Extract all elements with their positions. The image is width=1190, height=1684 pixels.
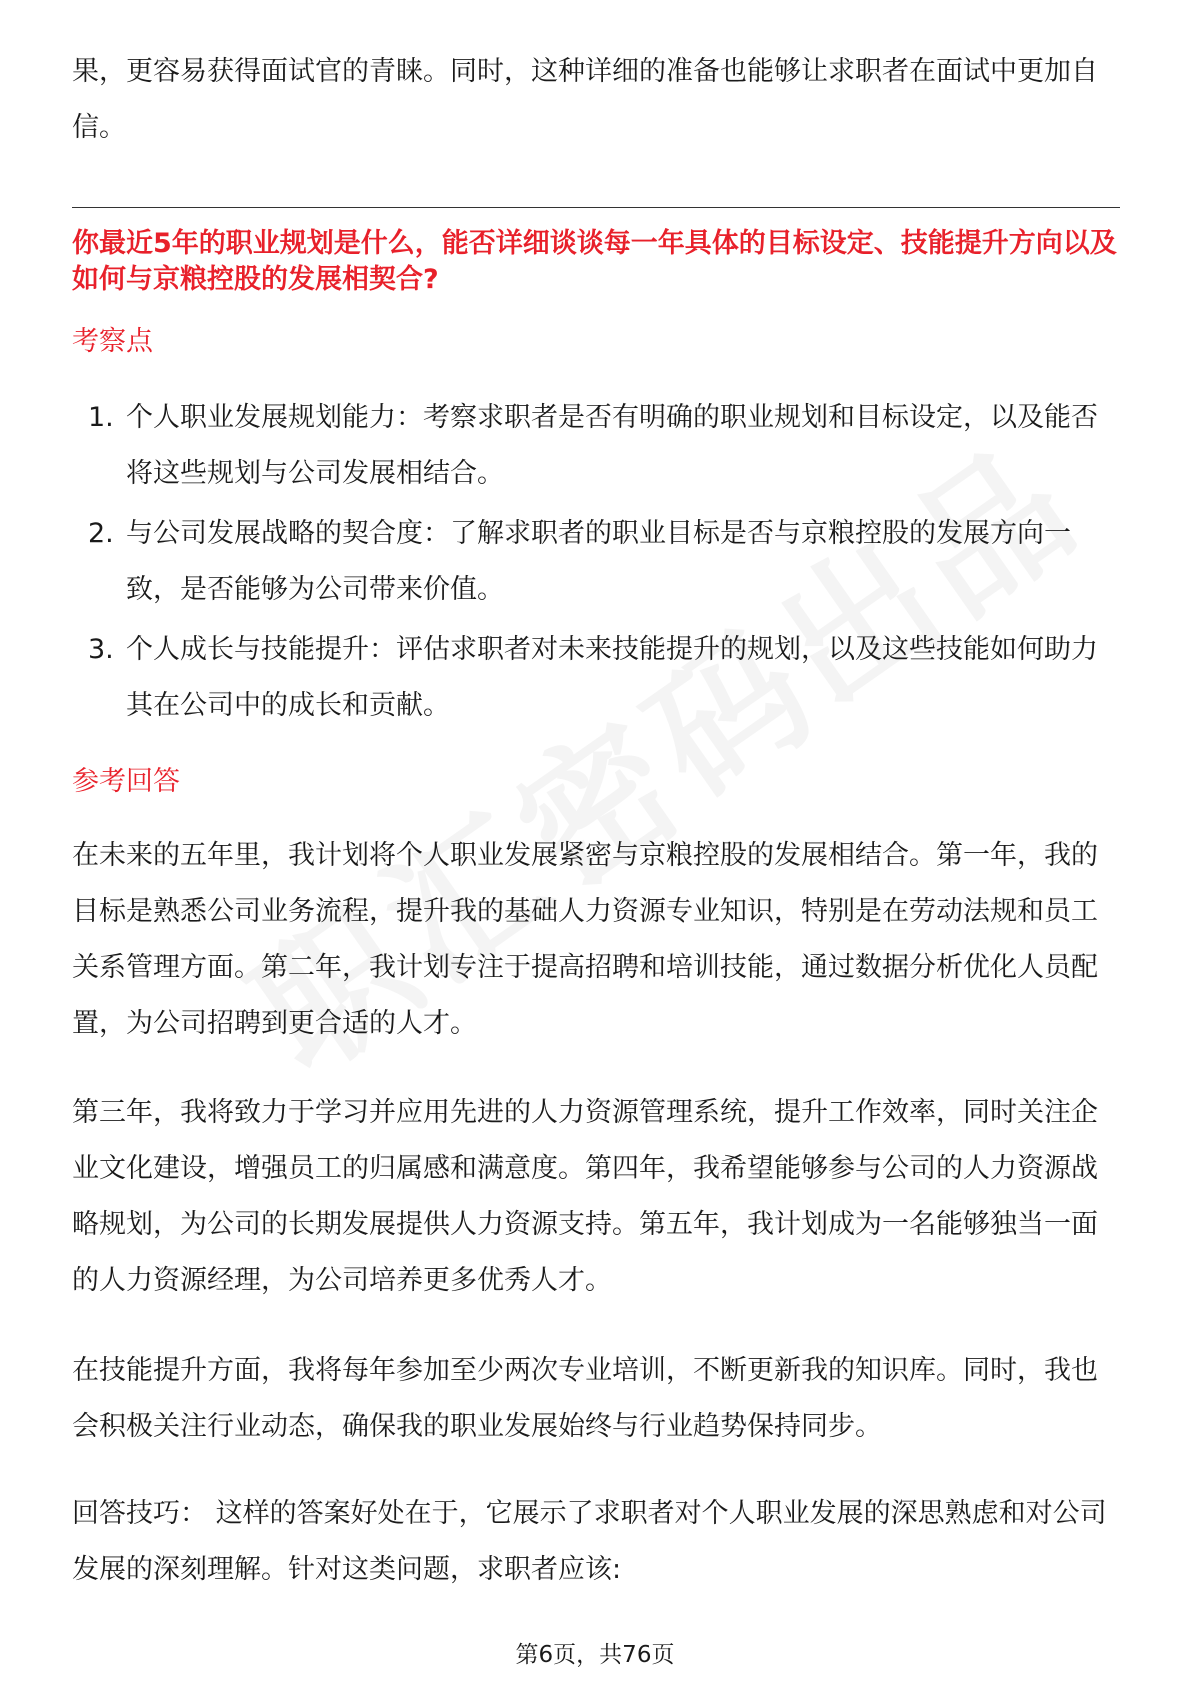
answer-paragraph: 第三年，我将致力于学习并应用先进的人力资源管理系统，提升工作效率，同时关注企业文化建设，增强员工的归属感和满意度。第四年，我希望能够参与公司的人力资源战略规划，为公司的长期发展提供人力资源支持。第五年，我计划成为一名能够独当一面的人力资源经理，为公司培养更多优秀人才。 (72, 1097, 1098, 1296)
list-item (72, 622, 1120, 734)
answer-paragraph: 在技能提升方面，我将每年参加至少两次专业培训，不断更新我的知识库。同时，我也会积极关注行业动态，确保我的职业发展始终与行业趋势保持同步。 (72, 1355, 1098, 1442)
list-text: 个人成长与技能提升：评估求职者对未来技能提升的规划，以及这些技能如何助力其在公司中的成长和贡献。 (126, 634, 1098, 721)
interview-question: 你最近5年的职业规划是什么，能否详细谈谈每一年具体的目标设定、技能提升方向以及如何与京粮控股的发展相契合? (72, 228, 1117, 295)
section-divider (72, 207, 1120, 208)
list-item (72, 506, 1120, 618)
list-number: 3. (88, 634, 114, 665)
assessment-list (72, 390, 1120, 738)
assessment-title: 考察点 (72, 326, 153, 357)
answer-title: 参考回答 (72, 766, 180, 797)
list-number: 1. (88, 402, 114, 433)
list-number: 2. (88, 518, 114, 549)
continued-paragraph: 果，更容易获得面试官的青睐。同时，这种详细的准备也能够让求职者在面试中更加自信。 (72, 56, 1098, 143)
list-text: 个人职业发展规划能力：考察求职者是否有明确的职业规划和目标设定，以及能否将这些规划与公司发展相结合。 (126, 402, 1098, 489)
document-page (72, 0, 1120, 1684)
list-text: 与公司发展战略的契合度：了解求职者的职业目标是否与京粮控股的发展方向一致，是否能够为公司带来价值。 (126, 518, 1071, 605)
answer-tip: 回答技巧： 这样的答案好处在于，它展示了求职者对个人职业发展的深思熟虑和对公司发展的深刻理解。针对这类问题，求职者应该: (72, 1498, 1107, 1585)
list-item (72, 390, 1120, 502)
answer-paragraph: 在未来的五年里，我计划将个人职业发展紧密与京粮控股的发展相结合。第一年，我的目标是熟悉公司业务流程，提升我的基础人力资源专业知识，特别是在劳动法规和员工关系管理方面。第二年，我计划专注于提高招聘和培训技能，通过数据分析优化人员配置，为公司招聘到更合适的人才。 (72, 840, 1098, 1039)
page-number: 第6页，共76页 (515, 1642, 675, 1668)
